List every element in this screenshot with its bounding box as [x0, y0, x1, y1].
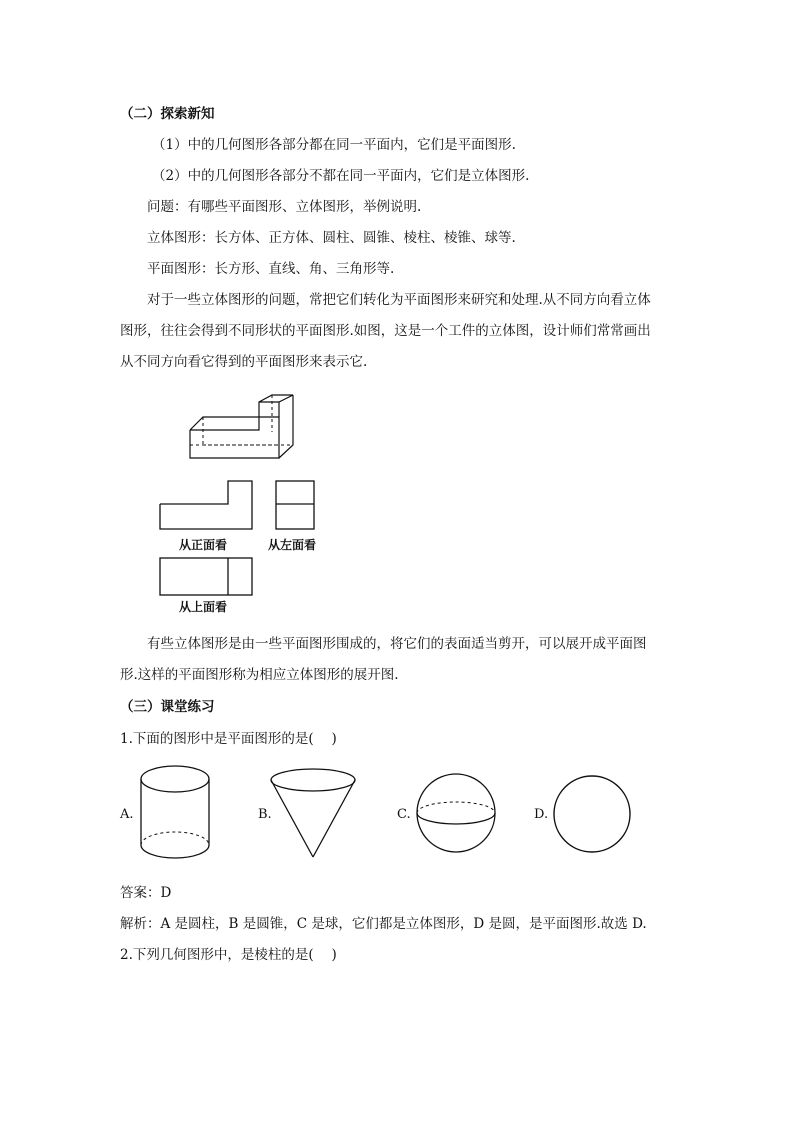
- cone-figure: [268, 766, 358, 860]
- paragraph-intro-line-3: 从不同方向看它得到的平面图形来表示它.: [120, 354, 368, 370]
- paragraph-2: （2）中的几何图形各部分不都在同一平面内，它们是立体图形.: [152, 168, 530, 184]
- paragraph-intro-line-1: 对于一些立体图形的问题，常把它们转化为平面图形来研究和处理.从不同方向看立体: [147, 292, 651, 308]
- question-2: 2.下列几何图形中，是棱柱的是( ): [120, 947, 337, 963]
- caption-front-view: 从正面看: [179, 538, 228, 552]
- paragraph-plane-shapes: 平面图形：长方形、直线、角、三角形等.: [147, 261, 395, 277]
- circle-figure: [551, 773, 633, 855]
- cylinder-figure: [137, 762, 213, 862]
- paragraph-net-line-2: 形.这样的平面图形称为相应立体图形的展开图.: [120, 667, 399, 683]
- workpiece-3d-figure: [185, 392, 300, 464]
- question-1: 1.下面的图形中是平面图形的是( ): [120, 731, 337, 747]
- section-heading-explore: （二）探索新知: [120, 106, 215, 122]
- paragraph-net-line-1: 有些立体图形是由一些平面图形围成的，将它们的表面适当剪开，可以展开成平面图: [147, 636, 647, 652]
- left-view-figure: [274, 479, 316, 531]
- option-d-label: D.: [534, 807, 549, 822]
- caption-top-view: 从上面看: [179, 600, 228, 614]
- paragraph-solid-shapes: 立体图形：长方体、正方体、圆柱、圆锥、棱柱、棱锥、球等.: [147, 230, 516, 246]
- option-c-label: C.: [397, 807, 411, 822]
- option-a-label: A.: [120, 807, 134, 822]
- option-b-label: B.: [258, 807, 272, 822]
- top-view-figure: [158, 556, 254, 598]
- paragraph-intro-line-2: 图形，往往会得到不同形状的平面图形.如图，这是一个工件的立体图，设计师们常常画出: [120, 323, 651, 339]
- answer-1: 答案：D: [120, 885, 172, 901]
- front-view-figure: [158, 479, 254, 531]
- section-heading-practice: （三）课堂练习: [120, 699, 215, 715]
- caption-left-view: 从左面看: [268, 538, 317, 552]
- sphere-figure: [414, 771, 498, 855]
- analysis-1: 解析：A 是圆柱，B 是圆锥，C 是球，它们都是立体图形，D 是圆，是平面图形.故选 D.: [120, 916, 647, 932]
- paragraph-1: （1）中的几何图形各部分都在同一平面内，它们是平面图形.: [152, 137, 516, 153]
- paragraph-question: 问题：有哪些平面图形、立体图形，举例说明.: [147, 199, 422, 215]
